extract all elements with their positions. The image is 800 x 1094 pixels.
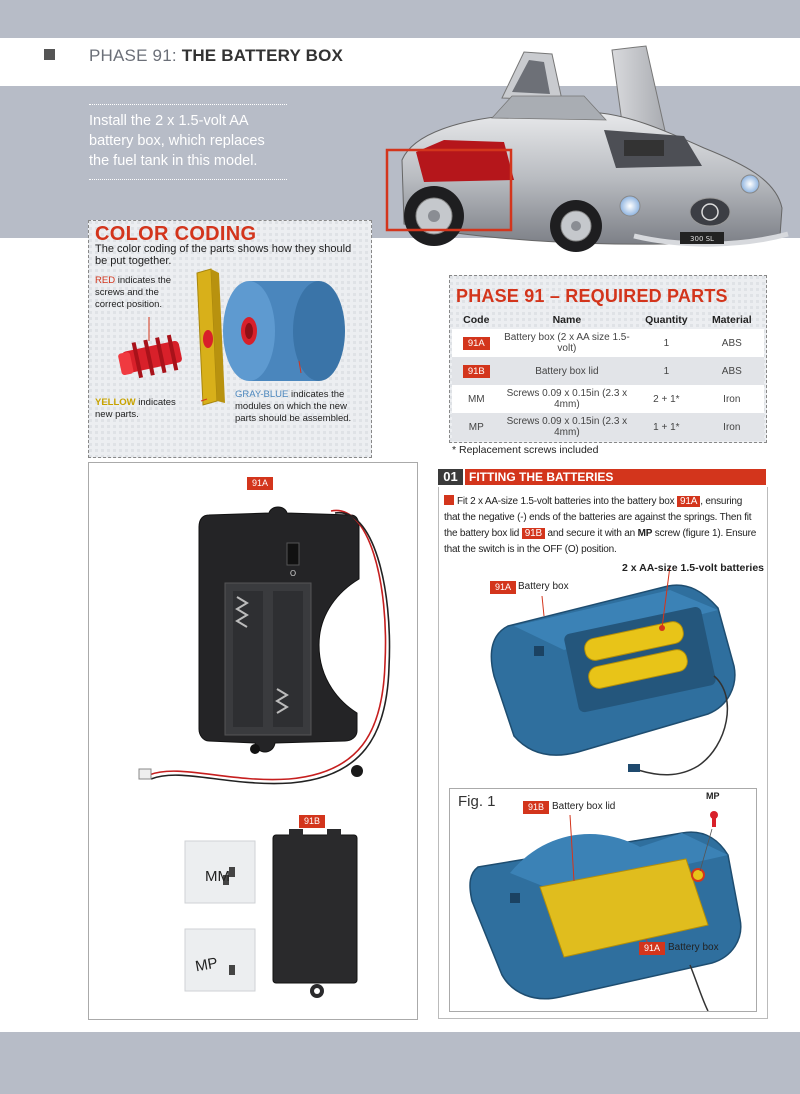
yellow-text: indicates new parts.: [95, 397, 176, 420]
fig-lid-label: Battery box lid: [552, 801, 616, 812]
instr-tag-91b: 91B: [522, 528, 545, 539]
required-parts-title: PHASE 91 – REQUIRED PARTS: [456, 286, 728, 306]
row-material: Iron: [700, 413, 764, 441]
step-header: [438, 469, 766, 485]
row-quantity: 1 + 1*: [633, 413, 699, 441]
red-caption: [95, 275, 187, 311]
replacement-footnote: * Replacement screws included: [452, 444, 599, 456]
bag-mp-label: MP: [193, 954, 220, 976]
title-main: THE BATTERY BOX: [181, 46, 344, 65]
yellow-caption: [95, 397, 191, 421]
color-coding-subtitle: The color coding of the parts shows how they should be put together.: [95, 243, 352, 267]
title-phase: PHASE 91:: [89, 46, 177, 65]
bag-mm-label: MM: [205, 868, 230, 885]
col-quantity: Quantity: [645, 314, 688, 326]
instr-text-1: Fit 2 x AA-size 1.5-volt batteries into the battery box: [457, 496, 678, 507]
row-material: ABS: [700, 357, 764, 385]
row-quantity: 1: [633, 357, 699, 385]
svg-text:O: O: [289, 569, 297, 578]
code-tag: 91A: [463, 337, 490, 350]
figure-1-box: [449, 788, 757, 1012]
instr-bold-mp: MP: [637, 528, 653, 539]
parts-photo: [89, 463, 417, 1019]
bullet-square: [444, 495, 454, 505]
step-number: 01: [438, 469, 463, 485]
instr-text-2: , ensuring that the negative (-) ends of the batteries are against the springs. Then fit the battery box lid: [444, 496, 752, 539]
row-code: MM: [452, 385, 501, 413]
fig-tag-91b: 91B: [523, 801, 549, 814]
color-coding-title: COLOR CODING: [95, 223, 257, 245]
intro-text: Install the 2 x 1.5-volt AA battery box, which replaces the fuel tank in this model.: [89, 104, 287, 180]
red-screw-icon: [118, 335, 183, 379]
figure-title: Fig. 1: [458, 793, 496, 810]
red-word: RED: [95, 275, 116, 286]
row-name: Battery box (2 x AA size 1.5-volt): [501, 329, 634, 357]
gray-blue-cylinder-icon: [223, 281, 345, 381]
tag-91b: 91B: [299, 815, 325, 828]
gray-blue-word: GRAY-BLUE: [235, 389, 289, 400]
parts-photo-panel: [88, 462, 418, 1020]
row-quantity: 1: [633, 329, 699, 357]
fig-box-label: Battery box: [668, 942, 719, 953]
car-illustration: [384, 40, 800, 260]
required-parts-box: [449, 275, 767, 443]
yellow-plate-icon: [197, 269, 225, 405]
top-band: [0, 0, 800, 38]
instr-tag-91a: 91A: [677, 496, 700, 507]
red-text: indicates the screws and the correct position.: [95, 275, 172, 310]
table-row: [452, 357, 764, 385]
row-code: MP: [452, 413, 501, 441]
row-quantity: 2 + 1*: [633, 385, 699, 413]
step-instructions: [444, 494, 760, 558]
fig-screw-label: MP: [706, 791, 720, 801]
col-name: Name: [552, 314, 582, 326]
gray-blue-text: indicates the modules on which the new parts should be assembled.: [235, 389, 352, 424]
instr-text-3: and secure it with an: [544, 528, 638, 539]
mp-screw-icon: [710, 811, 718, 827]
battery-box-label: Battery box: [518, 581, 569, 592]
row-material: Iron: [700, 385, 764, 413]
battery-box-icon: [199, 507, 363, 777]
figure-1-illustration: [450, 789, 756, 1011]
row-name: Screws 0.09 x 0.15in (2.3 x 4mm): [501, 413, 634, 441]
row-code: [452, 329, 501, 357]
batteries-illustration: [438, 556, 766, 786]
required-parts-table: [452, 311, 764, 441]
car-plate: 300 SL: [690, 235, 714, 243]
gray-blue-caption: [235, 389, 365, 425]
col-material: Material: [711, 314, 752, 326]
step-title: FITTING THE BATTERIES: [465, 469, 766, 485]
row-material: ABS: [700, 329, 764, 357]
row-name: Screws 0.09 x 0.15in (2.3 x 4mm): [501, 385, 634, 413]
row-code: [452, 357, 501, 385]
fig-tag-91a: 91A: [639, 942, 665, 955]
color-coding-box: [88, 220, 372, 458]
table-row: [452, 413, 764, 441]
batteries-label: 2 x AA-size 1.5-volt batteries: [622, 562, 764, 574]
row-name: Battery box lid: [501, 357, 634, 385]
tag-91a-battery-box: 91A: [490, 581, 516, 594]
table-header-row: [452, 311, 764, 329]
col-code: Code: [463, 314, 490, 326]
yellow-word: YELLOW: [95, 397, 136, 408]
battery-box-lid-icon: [273, 829, 357, 998]
page-title: [89, 46, 343, 66]
table-row: [452, 329, 764, 357]
instr-text-4: screw (figure 1). Ensure that the switch is in the OFF (O) position.: [444, 528, 757, 555]
code-tag: 91B: [463, 365, 490, 378]
tag-91a: 91A: [247, 477, 273, 490]
bottom-band: [0, 1032, 800, 1094]
table-row: [452, 385, 764, 413]
title-bullet: [44, 49, 55, 60]
